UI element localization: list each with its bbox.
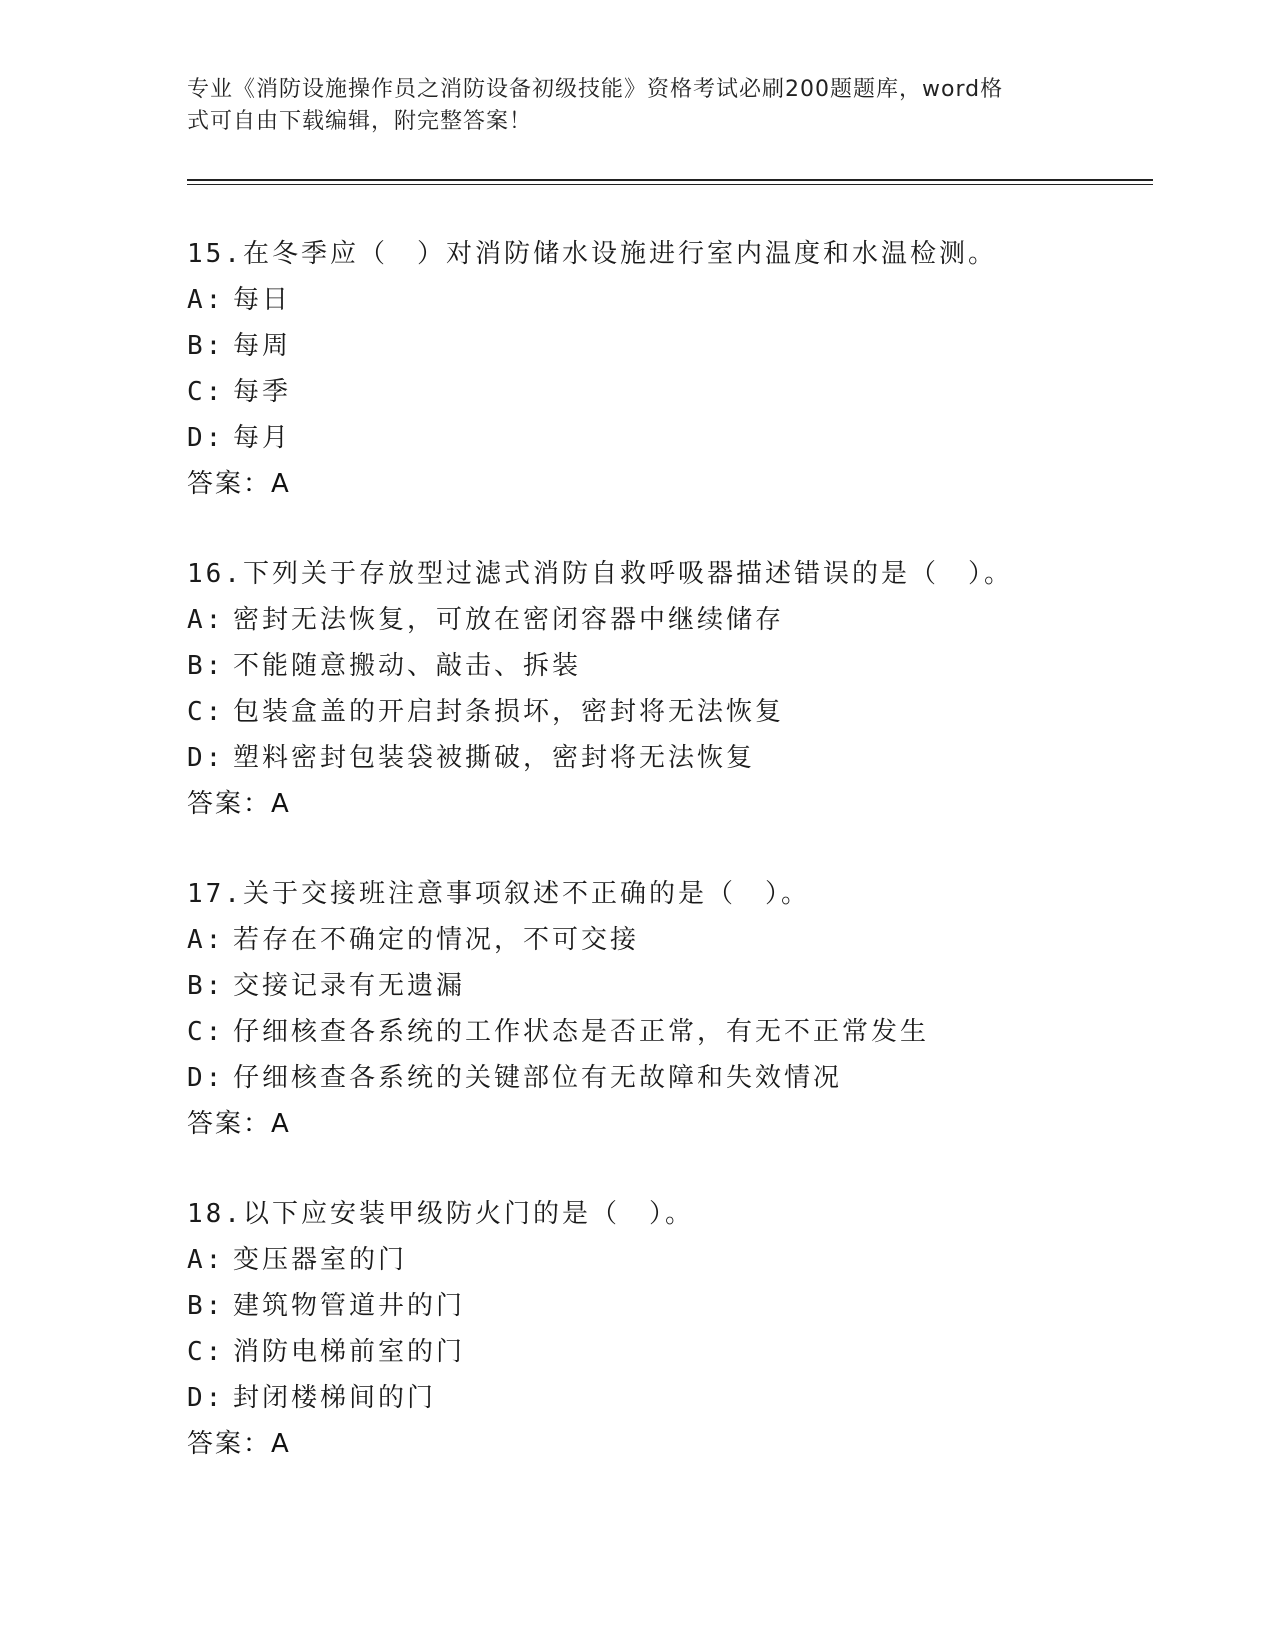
option-text: 消防电梯前室的门 — [233, 1337, 466, 1367]
option-letter: D: — [187, 423, 225, 453]
option-letter: D: — [187, 743, 225, 773]
option-letter: C: — [187, 1337, 225, 1367]
option-c — [187, 1009, 1167, 1055]
header-line-2: 式可自由下载编辑，附完整答案！ — [187, 109, 533, 134]
option-letter: A: — [187, 605, 225, 635]
header-rule-bottom — [187, 184, 1153, 185]
option-text: 每日 — [233, 285, 292, 315]
question-stem: 15.在冬季应（ ）对消防储水设施进行室内温度和水温检测。 — [187, 239, 997, 269]
option-c — [187, 689, 1167, 735]
option-letter: B: — [187, 651, 225, 681]
option-d — [187, 1375, 1167, 1421]
answer: 答案：A — [187, 1109, 291, 1139]
option-text: 每月 — [233, 423, 292, 453]
option-a — [187, 597, 1167, 643]
option-a — [187, 277, 1167, 323]
option-d — [187, 1055, 1167, 1101]
option-text: 每周 — [233, 331, 292, 361]
question-17 — [187, 871, 1167, 1147]
option-letter: D: — [187, 1063, 225, 1093]
option-b — [187, 963, 1167, 1009]
option-text: 交接记录有无遗漏 — [233, 971, 466, 1001]
option-a — [187, 917, 1167, 963]
option-b — [187, 323, 1167, 369]
option-letter: C: — [187, 1017, 225, 1047]
option-letter: A: — [187, 285, 225, 315]
option-b — [187, 1283, 1167, 1329]
question-stem: 16.下列关于存放型过滤式消防自救呼吸器描述错误的是（ ）。 — [187, 559, 1013, 589]
option-text: 变压器室的门 — [233, 1245, 408, 1275]
option-letter: A: — [187, 1245, 225, 1275]
option-letter: C: — [187, 697, 225, 727]
header-rule-top — [187, 179, 1153, 181]
answer: 答案：A — [187, 1429, 291, 1459]
option-letter: C: — [187, 377, 225, 407]
option-b — [187, 643, 1167, 689]
option-letter: B: — [187, 971, 225, 1001]
answer: 答案：A — [187, 789, 291, 819]
option-letter: D: — [187, 1383, 225, 1413]
option-letter: A: — [187, 925, 225, 955]
option-text: 不能随意搬动、敲击、拆装 — [233, 651, 582, 681]
answer: 答案：A — [187, 469, 291, 499]
option-text: 仔细核查各系统的关键部位有无故障和失效情况 — [233, 1063, 843, 1093]
option-text: 建筑物管道井的门 — [233, 1291, 466, 1321]
option-d — [187, 415, 1167, 461]
option-a — [187, 1237, 1167, 1283]
option-letter: B: — [187, 1291, 225, 1321]
option-d — [187, 735, 1167, 781]
option-text: 若存在不确定的情况，不可交接 — [233, 925, 640, 955]
option-text: 每季 — [233, 377, 292, 407]
option-text: 塑料密封包装袋被撕破，密封将无法恢复 — [233, 743, 756, 773]
question-stem: 17.关于交接班注意事项叙述不正确的是（ ）。 — [187, 879, 810, 909]
option-text: 仔细核查各系统的工作状态是否正常，有无不正常发生 — [233, 1017, 930, 1047]
question-15 — [187, 231, 1167, 507]
option-c — [187, 369, 1167, 415]
option-text: 包装盒盖的开启封条损坏，密封将无法恢复 — [233, 697, 785, 727]
question-stem: 18.以下应安装甲级防火门的是（ ）。 — [187, 1199, 694, 1229]
option-c — [187, 1329, 1167, 1375]
header-line-1: 专业《消防设施操作员之消防设备初级技能》资格考试必刷200题题库，word格 — [187, 77, 1004, 102]
option-text: 密封无法恢复，可放在密闭容器中继续储存 — [233, 605, 785, 635]
question-16 — [187, 551, 1167, 827]
option-text: 封闭楼梯间的门 — [233, 1383, 437, 1413]
question-18 — [187, 1191, 1167, 1467]
option-letter: B: — [187, 331, 225, 361]
document-header — [187, 74, 1067, 138]
